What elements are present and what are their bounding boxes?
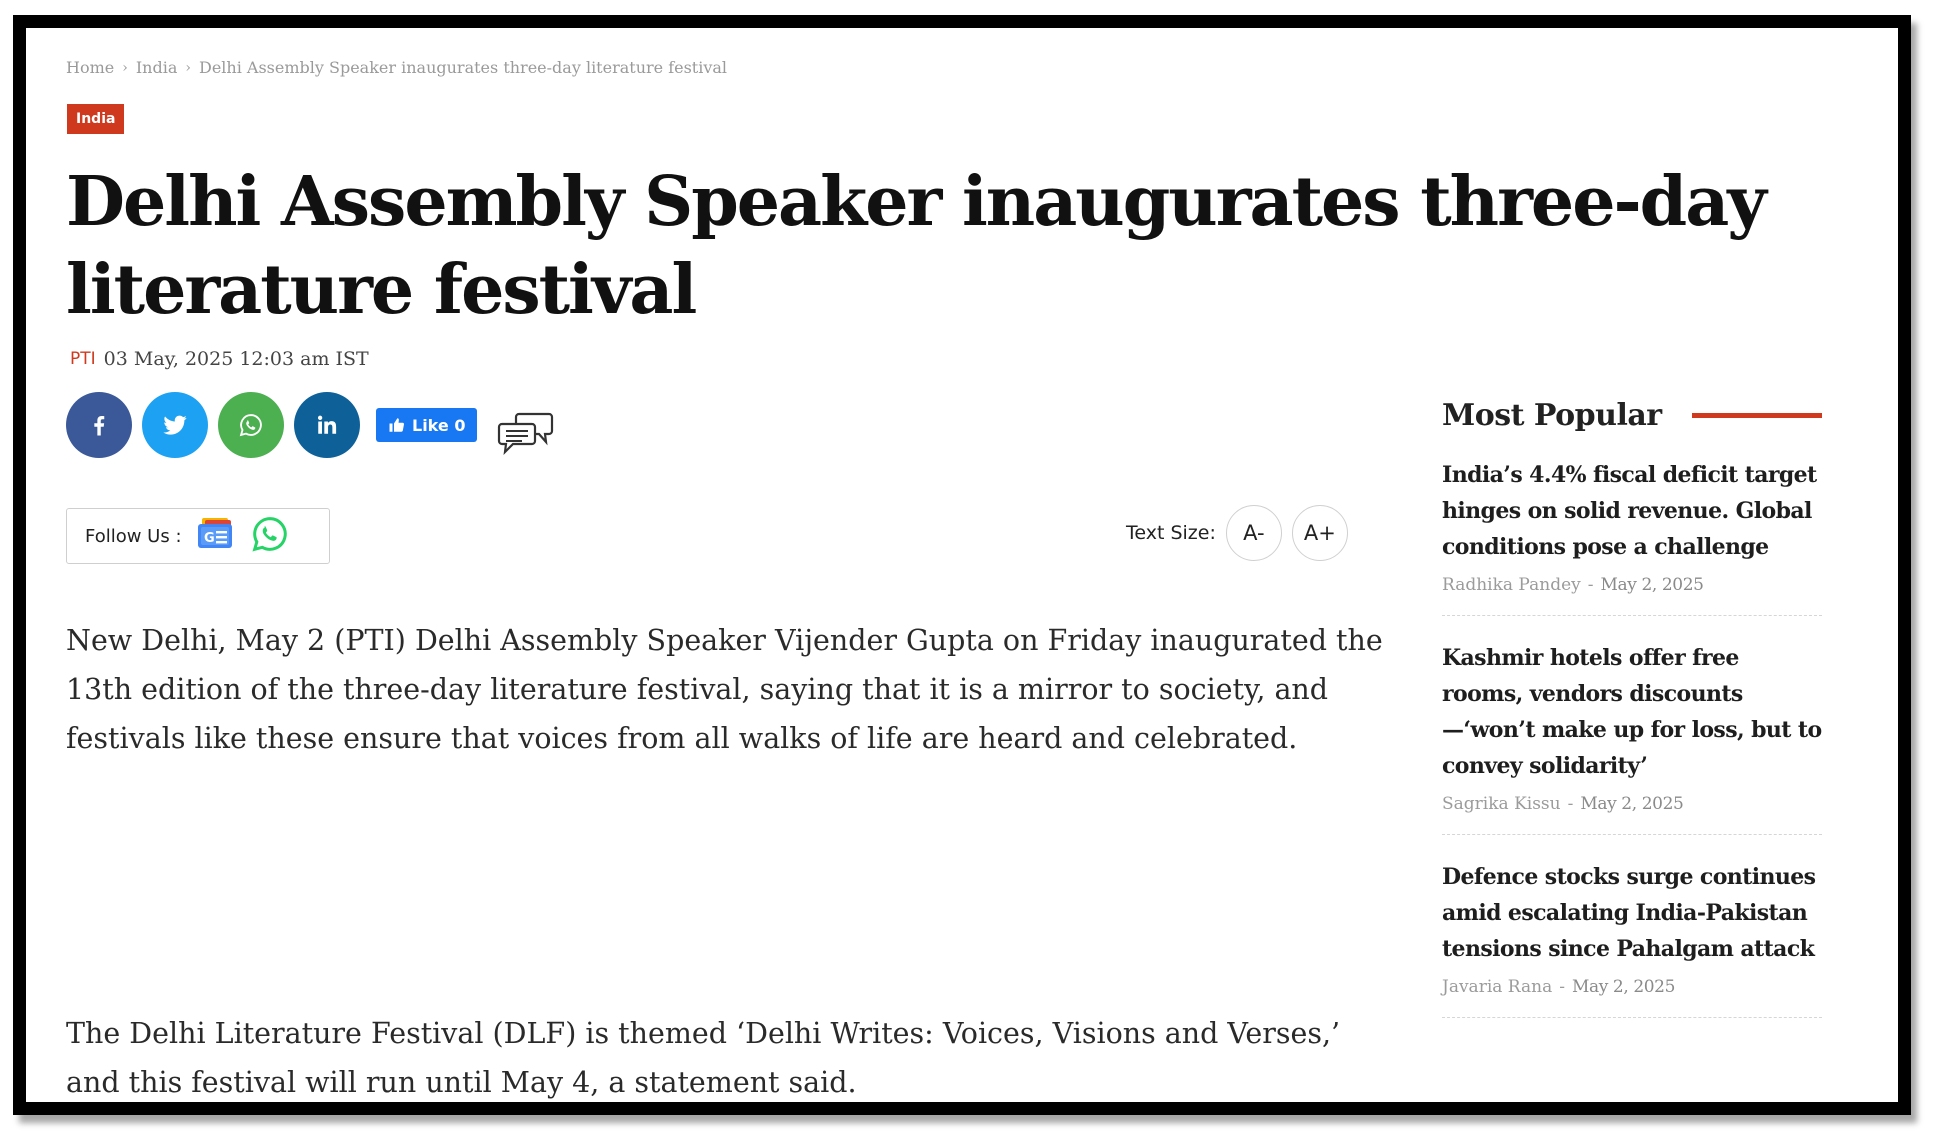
- most-popular-header: [1442, 398, 1822, 433]
- meta-separator: -: [1587, 575, 1594, 595]
- meta-separator: -: [1559, 977, 1565, 997]
- popular-article-meta: [1442, 977, 1822, 997]
- thumbs-up-icon: [388, 416, 406, 434]
- linkedin-icon: [313, 411, 341, 439]
- google-news-icon: [196, 517, 236, 551]
- article-paragraph: The Delhi Literature Festival (DLF) is themed ‘Delhi Writes: Voices, Visions and Verses,’ and this festival will run until May 4, a statement said.: [66, 1017, 1341, 1099]
- article-author[interactable]: PTI: [70, 349, 96, 369]
- decrease-text-size-button[interactable]: A-: [1226, 505, 1282, 561]
- whatsapp-icon: [250, 514, 290, 554]
- twitter-icon: [161, 411, 189, 439]
- popular-article-author[interactable]: Javaria Rana: [1442, 977, 1553, 997]
- article-headline: Delhi Assembly Speaker inaugurates three-day literature festival: [66, 162, 1765, 330]
- like-count-label: Like 0: [412, 415, 466, 435]
- facebook-icon: [85, 411, 113, 439]
- popular-article-date: May 2, 2025: [1580, 794, 1684, 814]
- google-news-follow-button[interactable]: [196, 517, 236, 556]
- most-popular-title: Most Popular: [1442, 398, 1662, 433]
- breadcrumb-separator: ›: [185, 59, 191, 76]
- text-size-control: [1126, 505, 1348, 561]
- article-datetime: 03 May, 2025 12:03 am IST: [103, 348, 369, 370]
- category-badge[interactable]: India: [67, 104, 124, 134]
- comments-button[interactable]: [497, 408, 555, 460]
- popular-article: [1442, 835, 1822, 1018]
- article-paragraph: New Delhi, May 2 (PTI) Delhi Assembly Speaker Vijender Gupta on Friday inaugurated the 13th edition of the three-day literature festival, saying that it is a mirror to society, and festivals like these ensure that voices from all walks of life are heard and celebrated.: [66, 624, 1383, 755]
- header-accent-rule: [1692, 413, 1822, 418]
- follow-us-label: Follow Us :: [85, 525, 182, 547]
- twitter-share-button[interactable]: [142, 392, 208, 458]
- most-popular-sidebar: [1442, 398, 1822, 1018]
- popular-article-title[interactable]: Defence stocks surge continues amid escalating India-Pakistan tensions since Pahalgam attack: [1442, 864, 1816, 962]
- whatsapp-follow-button[interactable]: [250, 514, 290, 559]
- popular-article-title[interactable]: India’s 4.4% fiscal deficit target hinges on solid revenue. Global conditions pose a challenge: [1442, 462, 1817, 560]
- whatsapp-icon: [237, 411, 265, 439]
- byline: [70, 348, 369, 370]
- linkedin-share-button[interactable]: [294, 392, 360, 458]
- breadcrumb-india[interactable]: India: [135, 58, 178, 77]
- popular-article-meta: [1442, 794, 1822, 814]
- popular-article-author[interactable]: Radhika Pandey: [1442, 575, 1581, 595]
- popular-article-date: May 2, 2025: [1600, 575, 1704, 595]
- breadcrumb-separator: ›: [122, 59, 128, 76]
- facebook-like-button[interactable]: [376, 408, 477, 442]
- svg-text:G: G: [203, 530, 215, 546]
- share-bar: [66, 390, 555, 460]
- breadcrumb: [66, 58, 727, 77]
- popular-article-author[interactable]: Sagrika Kissu: [1442, 794, 1561, 814]
- popular-article: [1442, 433, 1822, 616]
- breadcrumb-home[interactable]: Home: [66, 58, 115, 77]
- page-frame: [13, 15, 1911, 1115]
- increase-text-size-button[interactable]: A+: [1292, 505, 1348, 561]
- popular-article-meta: [1442, 575, 1822, 595]
- facebook-share-button[interactable]: [66, 392, 132, 458]
- whatsapp-share-button[interactable]: [218, 392, 284, 458]
- text-size-label: Text Size:: [1126, 522, 1216, 544]
- follow-us-box: [66, 508, 330, 564]
- comments-icon: [497, 408, 555, 456]
- popular-article-title[interactable]: Kashmir hotels offer free rooms, vendors discounts—‘won’t make up for loss, but to convey solidarity’: [1442, 645, 1822, 779]
- meta-separator: -: [1567, 794, 1574, 814]
- breadcrumb-current: Delhi Assembly Speaker inaugurates three-day literature festival: [198, 58, 728, 77]
- popular-article: [1442, 616, 1822, 835]
- popular-article-date: May 2, 2025: [1571, 977, 1675, 997]
